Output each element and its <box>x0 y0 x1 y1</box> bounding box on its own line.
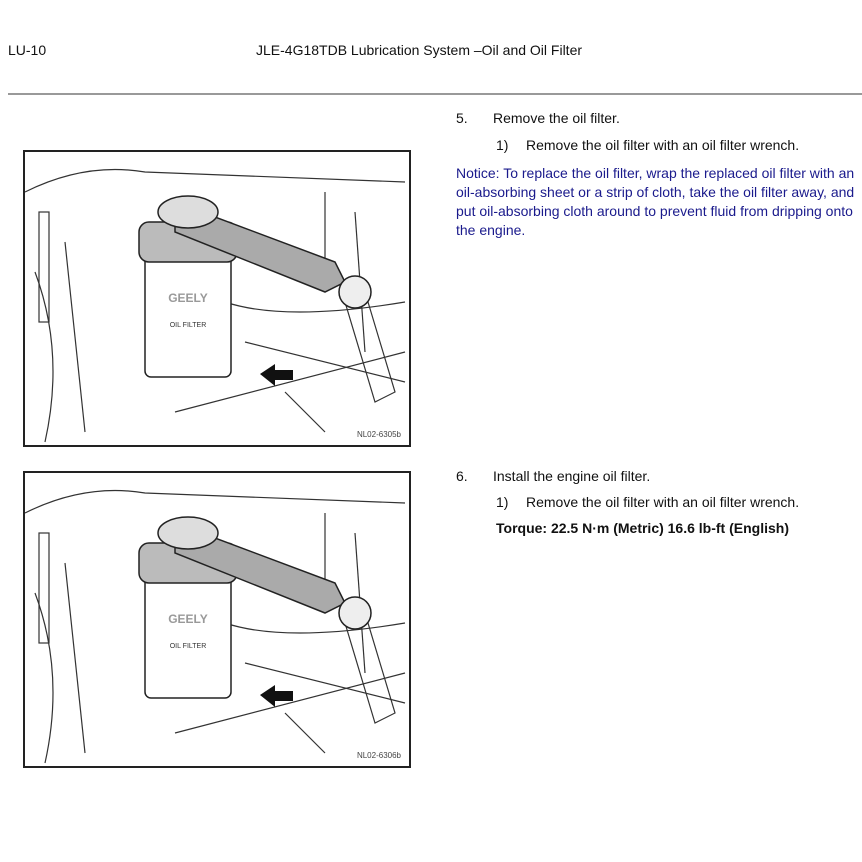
oil-filter-wrench-illustration <box>25 152 409 445</box>
notice-text: Notice: To replace the oil filter, wrap the replaced oil filter with an oil-absorbing sheet or a strip of cloth, take the oil filter away, and put oil-absorbing cloth around to prevent fluid from dripping onto the engine. <box>456 165 855 238</box>
step-number: 5. <box>456 110 468 126</box>
step-text: Remove the oil filter. <box>493 110 620 126</box>
filter-type-label: OIL FILTER <box>169 643 207 650</box>
substep-text: Remove the oil filter with an oil filter wrench. <box>526 494 800 510</box>
substep-text: Remove the oil filter with an oil filter wrench. <box>526 137 800 153</box>
page-number: LU-10 <box>8 42 47 58</box>
figure-remove-oil-filter <box>23 150 411 447</box>
page-title: JLE-4G18TDB Lubrication System –Oil and Oil Filter <box>256 42 583 58</box>
step-number: 6. <box>456 468 468 484</box>
step-text: Install the engine oil filter. <box>493 468 651 484</box>
figure-id: NL02-6305b <box>356 430 401 439</box>
figure-install-oil-filter <box>23 471 411 768</box>
torque-spec: Torque: 22.5 N·m (Metric) 16.6 lb-ft (English) <box>496 520 789 536</box>
header-divider <box>8 93 862 95</box>
substep-number: 1) <box>496 494 509 510</box>
filter-brand-label: GEELY <box>168 612 208 626</box>
substep-number: 1) <box>496 137 509 153</box>
oil-filter-wrench-illustration <box>25 473 409 766</box>
filter-brand-label: GEELY <box>168 291 208 305</box>
figure-id: NL02-6306b <box>356 751 401 760</box>
filter-type-label: OIL FILTER <box>169 322 207 329</box>
